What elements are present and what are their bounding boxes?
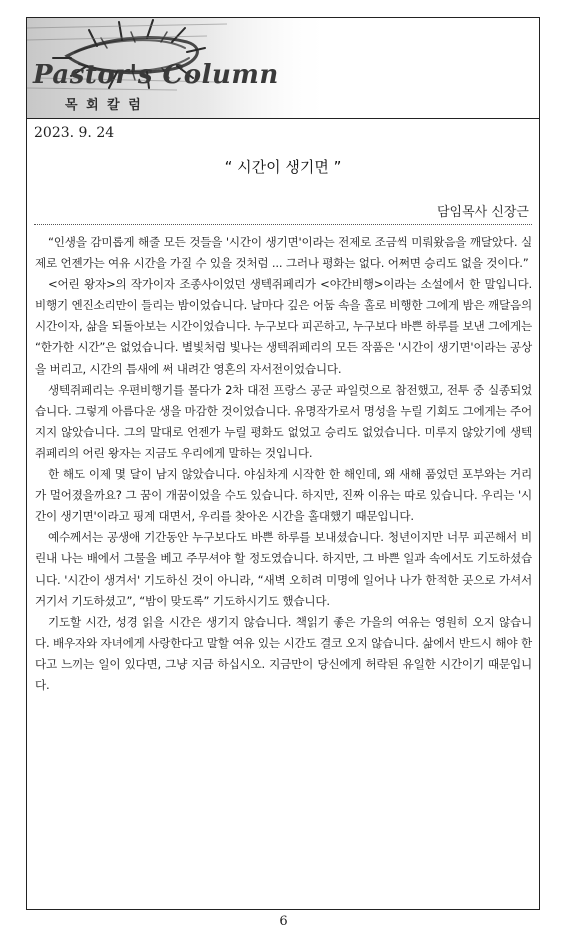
date: 2023. 9. 24 [34, 125, 115, 141]
article-body [35, 232, 532, 696]
column-frame [26, 17, 540, 910]
page-number: 6 [279, 914, 288, 929]
author: 담임목사 신장근 [436, 205, 529, 220]
column-title: Pastor's Column [33, 60, 279, 90]
masthead [27, 18, 539, 119]
paragraph: 예수께서는 공생애 기간동안 누구보다도 바쁜 하루를 보내셨습니다. 청년이지만 너무 피곤해서 비린내 나는 배에서 그물을 베고 주무셔야 할 정도였습니다. 하지만, 그 바쁜 일과 속에서도 기도하셨습니다. '시간이 생겨서' 기도하신 것이 아니라, “새벽 오히려 미명에 일어나 나가 한적한 곳으로 가셔서 거기서 기도하셨고”, “밤이 맞도록” 기도하시기도 했습니다. [35, 530, 532, 608]
paragraph: “인생을 감미롭게 해줄 모든 것들을 '시간이 생기면'이라는 전제로 조금씩 미뤄왔음을 깨달았다. 실제로 언젠가는 여유 시간을 가질 수 있을 것처럼 ... 그러나 평화는 없다. 어쩌면 승리도 없을 것이다.” [35, 235, 532, 271]
dotted-divider [34, 224, 532, 225]
paragraph: <어린 왕자>의 작가이자 조종사이었던 생텍쥐페리가 <야간비행>이라는 소설에서 한 말입니다. 비행기 엔진소리만이 들리는 밤이었습니다. 날마다 깊은 어둠 속을 홀로 비행한 그에게 밤은 깨달음의 시간이자, 삶을 되돌아보는 시간이었습니다. 누구보다 피곤하고, 누구보다 바쁜 하루를 보낸 그에게는 “한가한 시간”은 없었습니다. 별빛처럼 빛나는 생텍쥐페리의 모든 작품은 '시간이 생기면'이라는 공상을 버리고, 시간의 틈새에 써 내려간 영혼의 자서전이었습니다. [35, 277, 532, 376]
paragraph: 기도할 시간, 성경 읽을 시간은 생기지 않습니다. 책읽기 좋은 가을의 여유는 영원히 오지 않습니다. 배우자와 자녀에게 사랑한다고 말할 여유 있는 시간도 결코 오지 않습니다. 삶에서 반드시 해야 한다고 느끼는 일이 있다면, 그냥 지금 하십시오. 지금만이 당신에게 허락된 유일한 시간이기 때문입니다. [35, 614, 532, 692]
article-title: “ 시간이 생기면 ” [224, 158, 342, 176]
paragraph: 한 해도 이제 몇 달이 남지 않았습니다. 야심차게 시작한 한 해인데, 왜 새해 품었던 포부와는 거리가 멀어졌을까요? 그 꿈이 개꿈이었을 수도 있습니다. 하지만, 진짜 이유는 따로 있습니다. 우리는 '시간이 생기면'이라고 핑계 대면서, 우리를 찾아온 시간을 홀대했기 때문입니다. [35, 467, 532, 524]
paragraph: 생텍쥐페리는 우편비행기를 몰다가 2차 대전 프랑스 공군 파일럿으로 참전했고, 전투 중 실종되었습니다. 그렇게 아름다운 생을 마감한 것이었습니다. 유명작가로서 명성을 누릴 기회도 그에게는 주어지지 않았습니다. 그의 말대로 언젠가 누릴 평화도 없었고 승리도 없었습니다. 미루지 않았기에 생텍쥐페리의 어린 왕자는 지금도 우리에게 말하는 것입니다. [35, 382, 532, 460]
column-subtitle: 목 회 칼 럼 [65, 98, 143, 113]
